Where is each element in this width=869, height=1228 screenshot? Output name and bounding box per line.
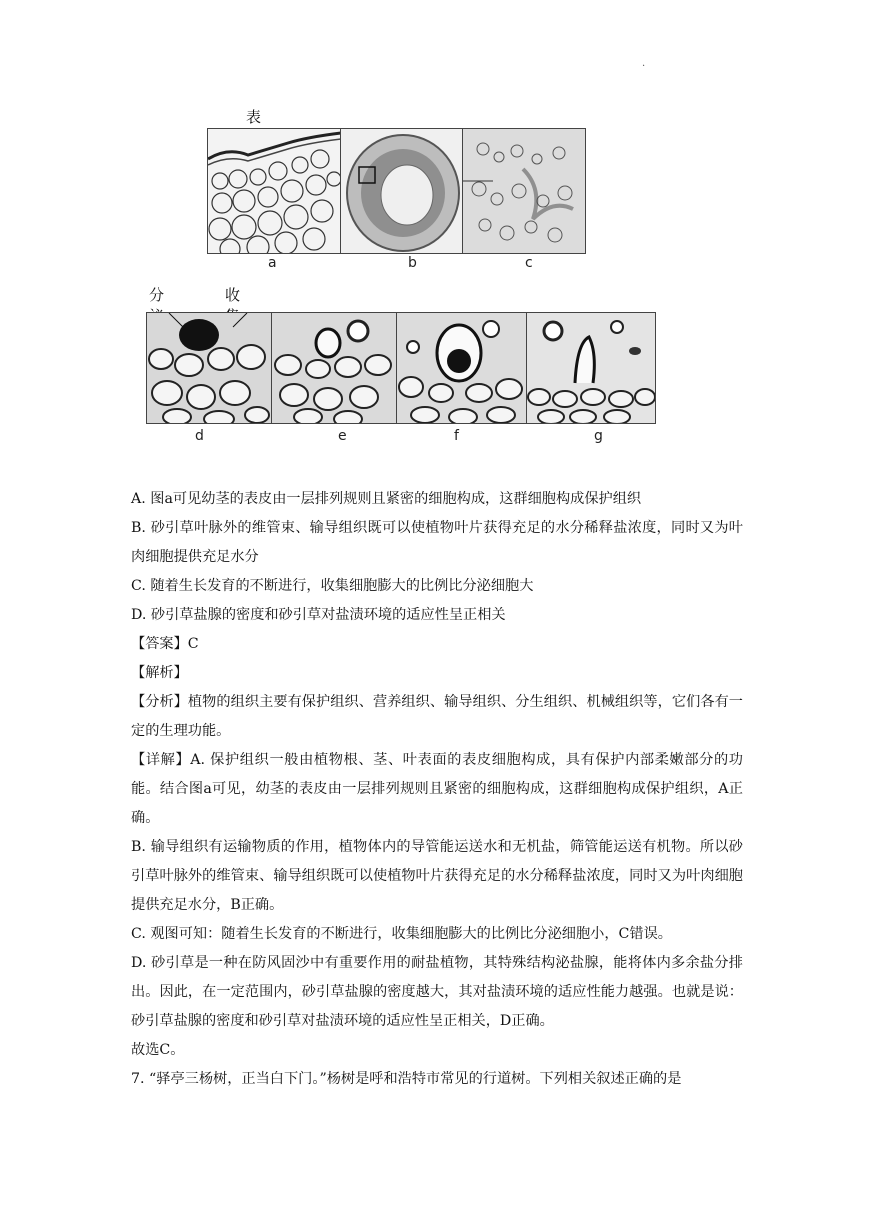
micrograph-f (396, 312, 528, 424)
micrograph-d (146, 312, 273, 424)
caption-d: d (195, 428, 204, 444)
corner-dot: . (642, 58, 646, 69)
caption-a: a (268, 255, 277, 271)
detail-b: B. 输导组织有运输物质的作用，植物体内的导管能运送水和无机盐，筛管能运送有机物。所以砂引草叶脉外的维管束、输导组织既可以使植物叶片获得充足的水分稀释盐浓度，同时又为叶肉细胞提供充足水分，B正确。 (131, 839, 743, 913)
label-secretory-cell: 分 (149, 286, 165, 304)
detail-d: D. 砂引草是一种在防风固沙中有重要作用的耐盐植物，其特殊结构泌盐腺，能将体内多余盐分排出。因此，在一定范围内，砂引草盐腺的密度越大，其对盐渍环境的适应性能力越强。也就是说：砂引草盐腺的密度和砂引草对盐渍环境的适应性呈正相关，D正确。 (131, 955, 743, 1029)
caption-g: g (594, 428, 603, 444)
micrograph-c (462, 128, 586, 254)
caption-f: f (454, 428, 459, 444)
option-a: A. 图a可见幼茎的表皮由一层排列规则且紧密的细胞构成，这群细胞构成保护组织 (131, 491, 642, 507)
option-d: D. 砂引草盐腺的密度和砂引草对盐渍环境的适应性呈正相关 (131, 607, 506, 623)
option-c: C. 随着生长发育的不断进行，收集细胞膨大的比例比分泌细胞大 (131, 578, 534, 594)
analysis-paragraph: 【分析】植物的组织主要有保护组织、营养组织、输导组织、分生组织、机械组织等，它们各有一定的生理功能。 (131, 694, 743, 739)
micrograph-b (340, 128, 464, 254)
caption-b: b (408, 255, 417, 271)
detail-a: 【详解】A. 保护组织一般由植物根、茎、叶表面的表皮细胞构成，具有保护内部柔嫩部分的功能。结合图a可见，幼茎的表皮由一层排列规则且紧密的细胞构成，这群细胞构成保护组织，A正确。 (131, 752, 743, 826)
option-b: B. 砂引草叶脉外的维管束、输导组织既可以使植物叶片获得充足的水分稀释盐浓度，同时又为叶肉细胞提供充足水分 (131, 520, 743, 565)
conclusion: 故选C。 (131, 1042, 185, 1058)
caption-e: e (338, 428, 347, 444)
micrograph-a (207, 128, 342, 254)
micrograph-e (271, 312, 398, 424)
label-epidermis: 表 (246, 108, 262, 126)
answer: 【答案】C (131, 636, 199, 652)
caption-c: c (525, 255, 533, 271)
detail-c: C. 观图可知：随着生长发育的不断进行，收集细胞膨大的比例比分泌细胞小，C错误。 (131, 926, 672, 942)
analysis-heading: 【解析】 (131, 665, 188, 681)
next-question: 7. “驿亭三杨树，正当白下门。”杨树是呼和浩特市常见的行道树。下列相关叙述正确的是 (131, 1071, 682, 1087)
label-collecting-cell: 收 (225, 286, 241, 304)
micrograph-g (526, 312, 656, 424)
question-body (131, 485, 743, 1094)
